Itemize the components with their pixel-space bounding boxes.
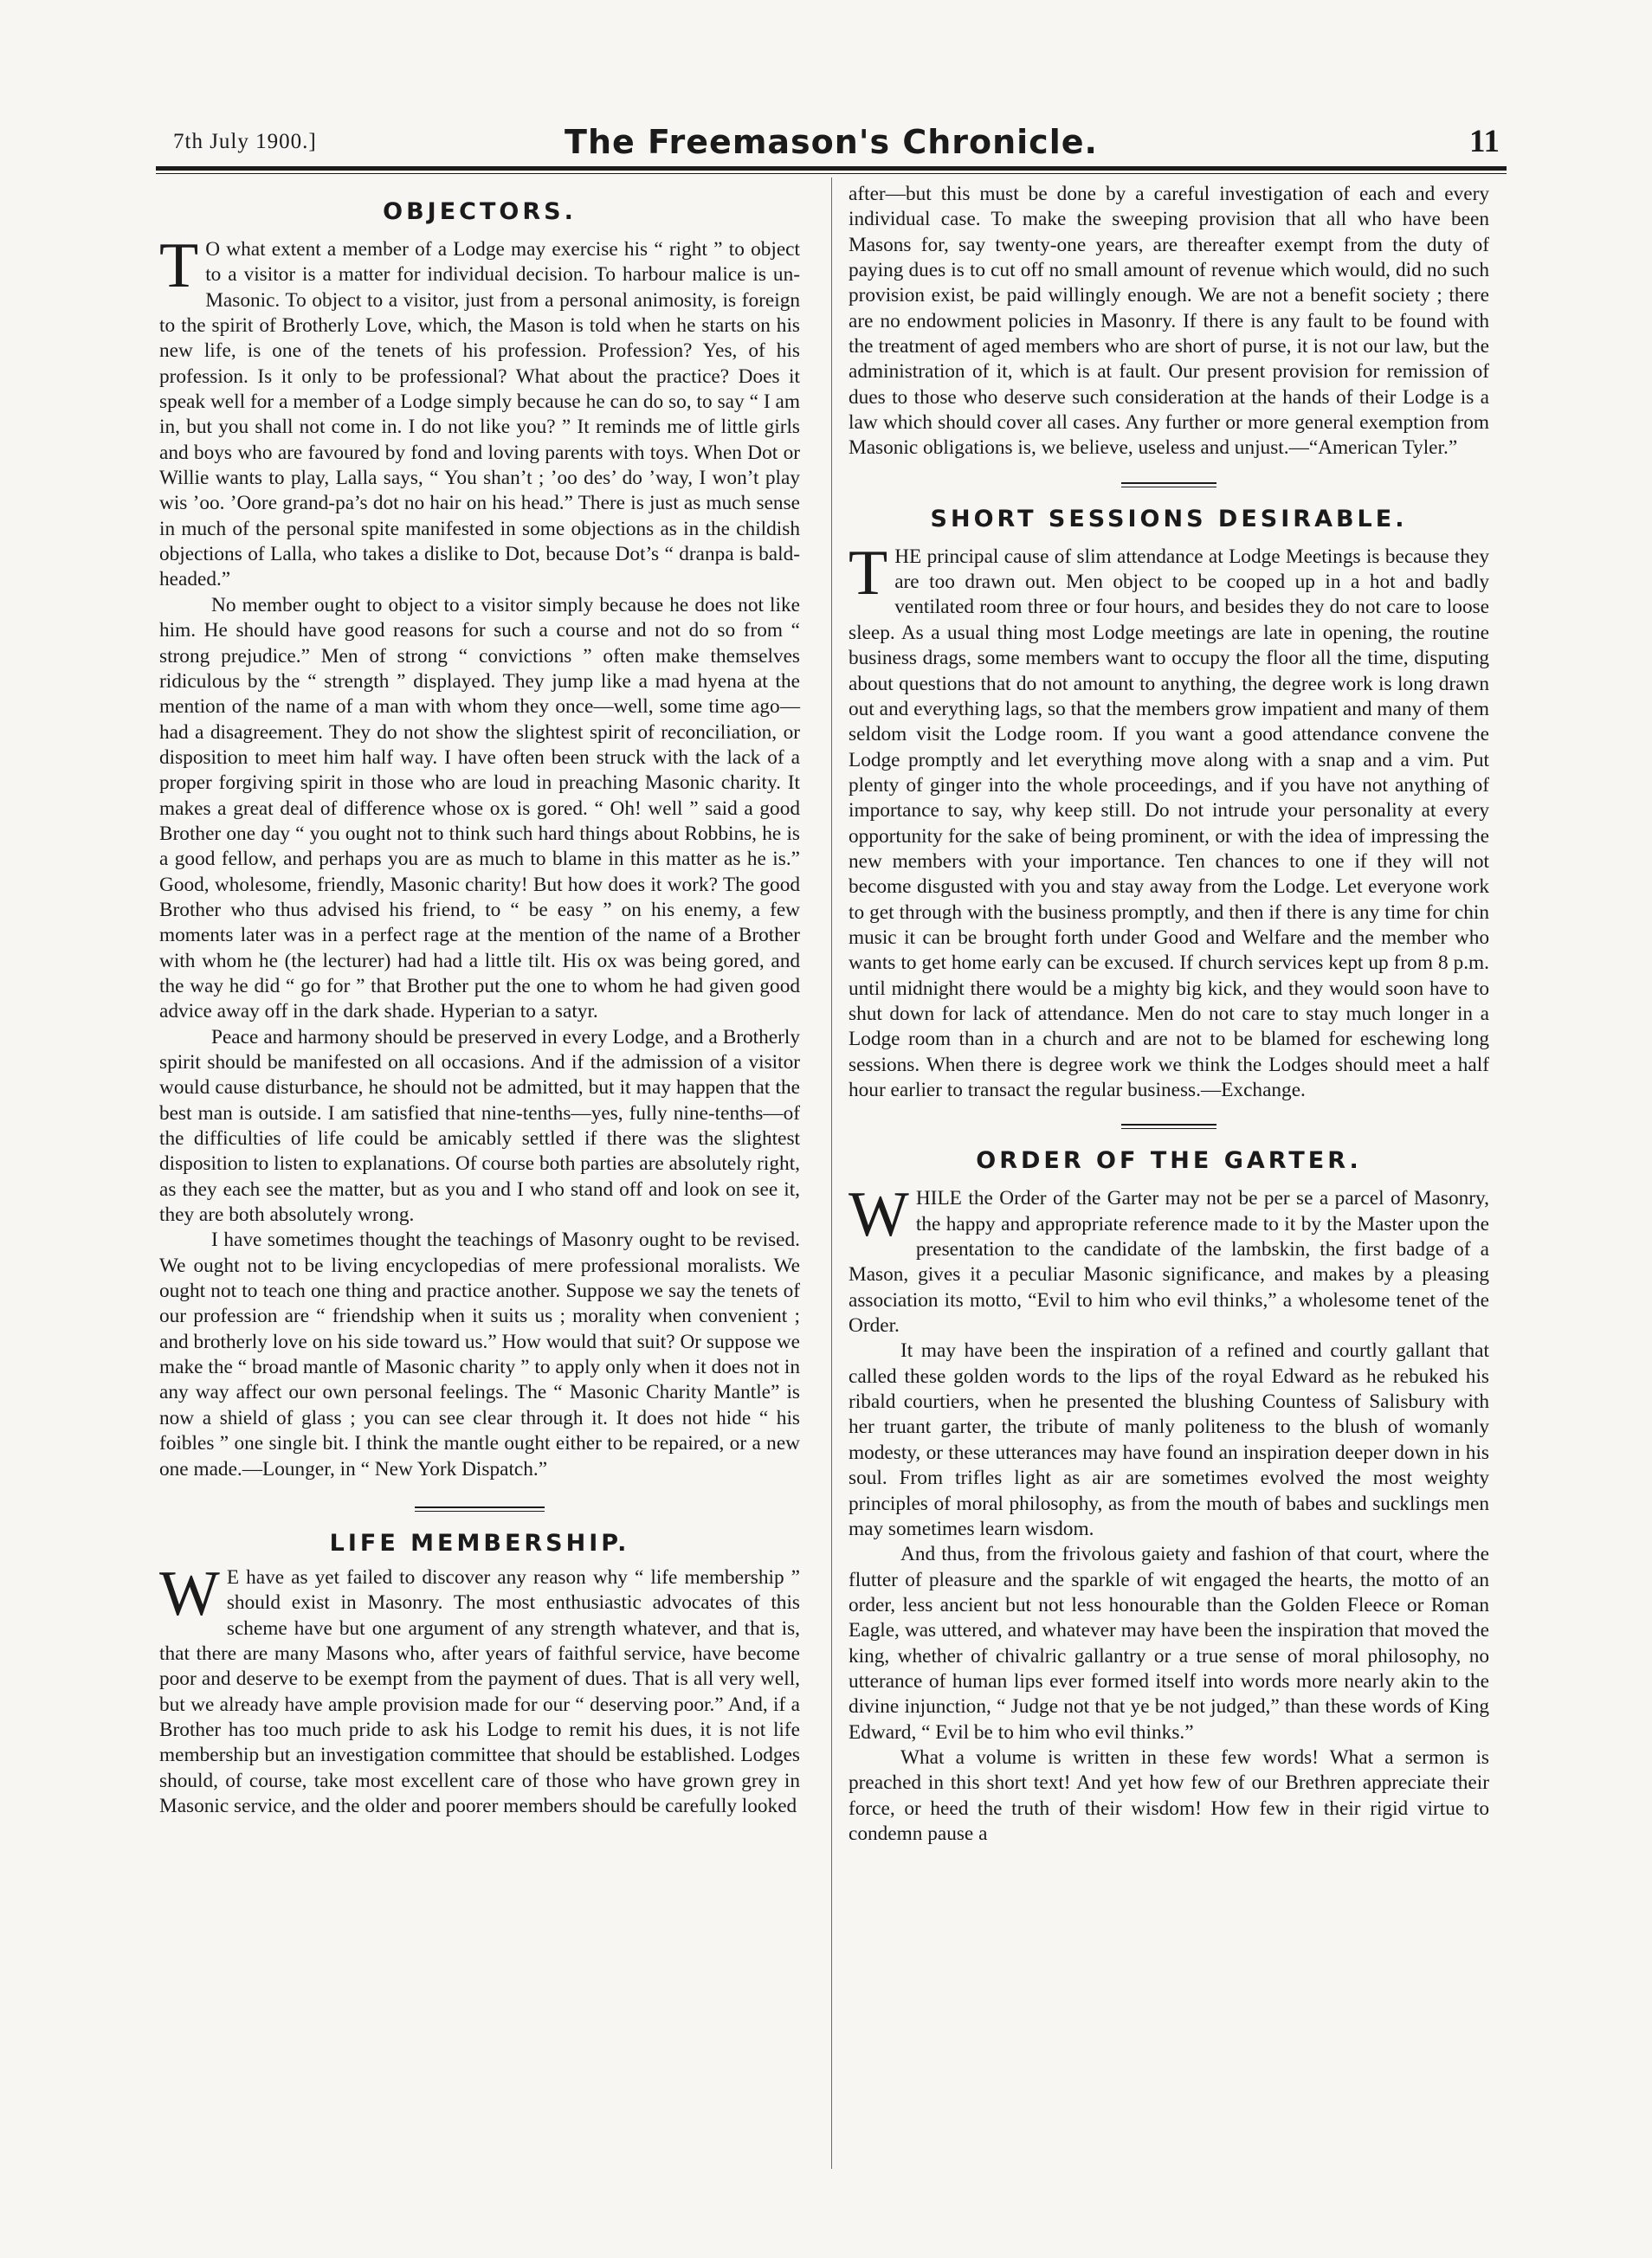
drop-cap: W: [849, 1179, 909, 1251]
paragraph: W E have as yet failed to discover any reason why “ life membership ” should exist in Masonry. The most enthusiastic advocates of this scheme have but one argument of any strength whatever, and that is, that there are many Masons who, after years of faithful service, have become poor and deserve to be exempt from the payment of dues. That is all very well, but we already have ample provision made for our “ deserving poor.” And, if a Brother has too much pride to ask his Lodge to remit his dues, it is not life membership but an investigation committee that should be established. Lodges should, of course, take most excellent care of those who have grown grey in Masonic service, and the older and poorer members should be carefully looked: [159, 1558, 800, 1817]
paragraph: What a volume is written in these few words! What a sermon is preached in this short text! And yet how few of our Brethren appreciate their force, or heed the truth of their wisdom! How few in their rigid virtue to condemn pause a: [849, 1745, 1489, 1845]
paragraph: Peace and harmony should be preserved in every Lodge, and a Brotherly spirit should be manifested on all occasions. And if the admission of a visitor would cause disturbance, he should not be admitted, but it may happen that the best man is outside. I am satisfied that nine-tenths—yes, fully nine-tenths—of the difficulties of life could be amicably settled if there was the slightest disposition to listen to explanations. Of course both parties are absolutely right, as they each see the matter, but as you and I who stand off and look on see it, they are both absolutely wrong.: [159, 1025, 800, 1227]
issue-date: 7th July 1900.]: [173, 130, 317, 153]
paragraph: I have sometimes thought the teachings of Masonry ought to be revised. We ought not to be living encyclopedias of mere professional moralists. We ought not to teach one thing and practice another. Suppose we say the tenets of our profession are “ friendship when it suits us ; morality when convenient ; and brotherly love on his side toward us.” How would that suit? Or suppose we make the “ broad mantle of Masonic charity ” to apply only when it does not in any way affect our own personal feelings. The “ Masonic Charity Mantle” is now a shield of glass ; you can see clear through it. It does not hide “ his foibles ” one single bit. I think the mantle ought either to be repaired, or a new one made.—Lounger, in “ New York Dispatch.”: [159, 1229, 800, 1481]
article-order-of-the-garter: [849, 1146, 1489, 1847]
masthead: [156, 118, 1507, 163]
paragraph: And thus, from the frivolous gaiety and fashion of that court, where the flutter of pleasure and the sparkle of wit engaged the hearts, the motto of an order, less ancient but not less honourable than the Golden Fleece or Roman Eagle, was uttered, and whatever may have been the inspiration that moved the king, whether of chivalric gallantry or a true sense of moral philosophy, no utterance of human lips ever formed itself into words more nearly akin to the divine injunction, “ Judge not that ye be not judged,” than these words of King Edward, “ Evil be to him who evil thinks.”: [849, 1543, 1489, 1744]
paragraph: No member ought to object to a visitor simply because he does not like him. He should have good reasons for such a course and not do so from “ strong prejudice.” Men of strong “ convictions ” often make themselves ridiculous by the “ strength ” displayed. They jump like a mad hyena at the mention of the name of a man with whom they once—well, some time ago— had a disagreement. They do not show the slightest spirit of reconciliation, or disposition to meet him half way. I have often been struck with the lack of a proper forgiving spirit in those who are loud in preaching Masonic charity. It makes a great deal of difference whose ox is gored. “ Oh! well ” said a good Brother one day “ you ought not to think such hard things about Robbins, he is a good fellow, and perhaps you are as much to blame in this matter as he is.” Good, wholesome, friendly, Masonic charity! But how does it work? The good Brother who thus advised his friend, to “ be easy ” on his enemy, a few moments later was in a perfect rage at the mention of the name of a Brother with whom he (the lecturer) had had a little tilt. His ox was being gored, and the way he did “ go for ” that Brother put the one to whom he had given good advice away off in the dark shade. Hyperian to a satyr.: [159, 593, 800, 1023]
article-title: LIFE MEMBERSHIP.: [329, 1529, 630, 1557]
masthead-rule: [156, 166, 1507, 171]
right-column: [849, 182, 1489, 1847]
article-title: SHORT SESSIONS DESIRABLE.: [930, 505, 1408, 532]
drop-cap: W: [159, 1558, 220, 1629]
article-title: ORDER OF THE GARTER.: [976, 1147, 1362, 1175]
article-short-sessions: [849, 505, 1489, 1104]
publication-title: The Freemason's Chronicle.: [565, 123, 1098, 161]
paragraph-continued: after—but this must be done by a careful investigation of each and every individual case. To make the sweeping provision that all who have been Masons for, say twenty-one years, are thereafter exempt from the duty of paying dues is to cut off no small amount of revenue which would, did no such provision exist, be paid willingly enough. We are not a benefit society ; there are no endowment policies in Masonry. If there is any fault to be found with the treatment of aged members who are short of purse, it is not our law, but the administration of it, which is at fault. Our present provision for remission of dues to those who deserve such consideration at the hands of their Lodge is a law which should cover all cases. Any further or more general exemption from Masonic obligations is, we believe, useless and unjust.—“American Tyler.”: [849, 183, 1489, 460]
paragraph: THE principal cause of slim attendance at Lodge Meetings is because they are too drawn out. Men object to be cooped up in a hot and badly ventilated room three or four hours, and besides they do not care to loose sleep. As a usual thing most Lodge meetings are late in opening, the routine business drags, some members want to occupy the floor all the time, disputing about questions that do not amount to anything, the degree work is long drawn out and everything lags, so that the members grow impatient and many of them seldom visit the Lodge room. If you want a good attendance convene the Lodge promptly and let everything move along with a snap and a vim. Put plenty of ginger into the whole proceedings, and if you have not anything of importance to say, why keep still. Do not intrude your personality at every opportunity for the sake of being prominent, or with the idea of impressing the new members with your importance. Ten chances to one if they will not become disgusted with you and stay away from the Lodge. Let everyone work to get through with the business promptly, and then if there is any time for chin music it can be brought forth under Good and Welfare and the member who wants to get home early can be excused. If church services kept up from 8 p.m. until midnight there would be a mighty big kick, and they would soon have to shut down for lack of attendance. Men do not care to stay much longer in a Lodge room than in a church and are not to be blamed for eschewing long sessions. When there is degree work we think the Lodges should meet a half hour earlier to transact the regular business.—Exchange.: [849, 537, 1489, 1102]
section-divider: [415, 1506, 545, 1512]
drop-cap: T: [849, 537, 888, 609]
article-life-membership: [159, 1529, 800, 1819]
paragraph: T O what extent a member of a Lodge may exercise his “ right ” to object to a visitor is a matter for individual decision. To harbour malice is un-Masonic. To object to a visitor, just from a personal animosity, is foreign to the spirit of Brotherly Love, which, the Mason is told when he starts on his new life, is one of the tenets of his profession. Profession? Yes, of his profession. Is it only to be professional? What about the practice? Does it speak well for a member of a Lodge simply because he can do so, to say “ I am in, but you shall not come in. I do not like you? ” It reminds me of little girls and boys who are favoured by fond and loving parents with toys. When Dot or Willie wants to play, Lalla says, “ You shan’t ; ’oo des’ do ’way, I won’t play wis ’oo. ’Oore grand-pa’s dot no hair on his head.” There is just as much sense in much of the personal spite manifested in some objections as in the childish objections of Lalla, who takes a dislike to Dot, because Dot’s “ dranpa is bald-headed.”: [159, 230, 800, 591]
section-divider: [1121, 482, 1216, 487]
column-divider: [831, 177, 832, 2169]
section-divider: [1121, 1124, 1216, 1129]
left-column: [159, 182, 800, 1819]
masthead-rule-thin: [156, 173, 1507, 174]
paragraph: It may have been the inspiration of a refined and courtly gallant that called these golden words to the lips of the royal Edward as he rebuked his ribald courtiers, when he presented the blushing Countess of Salisbury with her truant garter, the tribute of manly politeness to the blush of womanly modesty, or these utterances may have found an inspiration deeper down in his soul. From trifles light as air are sometimes evolved the most weighty principles of moral philosophy, as from the mouth of babes and sucklings men may sometimes learn wisdom.: [849, 1339, 1489, 1540]
article-title: OBJECTORS.: [383, 198, 577, 225]
paragraph: WHILE the Order of the Garter may not be per se a parcel of Masonry, the happy and appropriate reference made to it by the Master upon the presentation to the candidate of the lambskin, the first badge of a Mason, gives it a peculiar Masonic significance, and makes by a pleasing association its motto, “Evil to him who evil thinks,” a wholesome tenet of the Order.: [849, 1179, 1489, 1338]
page-number: 11: [1469, 124, 1500, 159]
drop-cap: T: [159, 230, 199, 302]
article-objectors: [159, 197, 800, 1482]
